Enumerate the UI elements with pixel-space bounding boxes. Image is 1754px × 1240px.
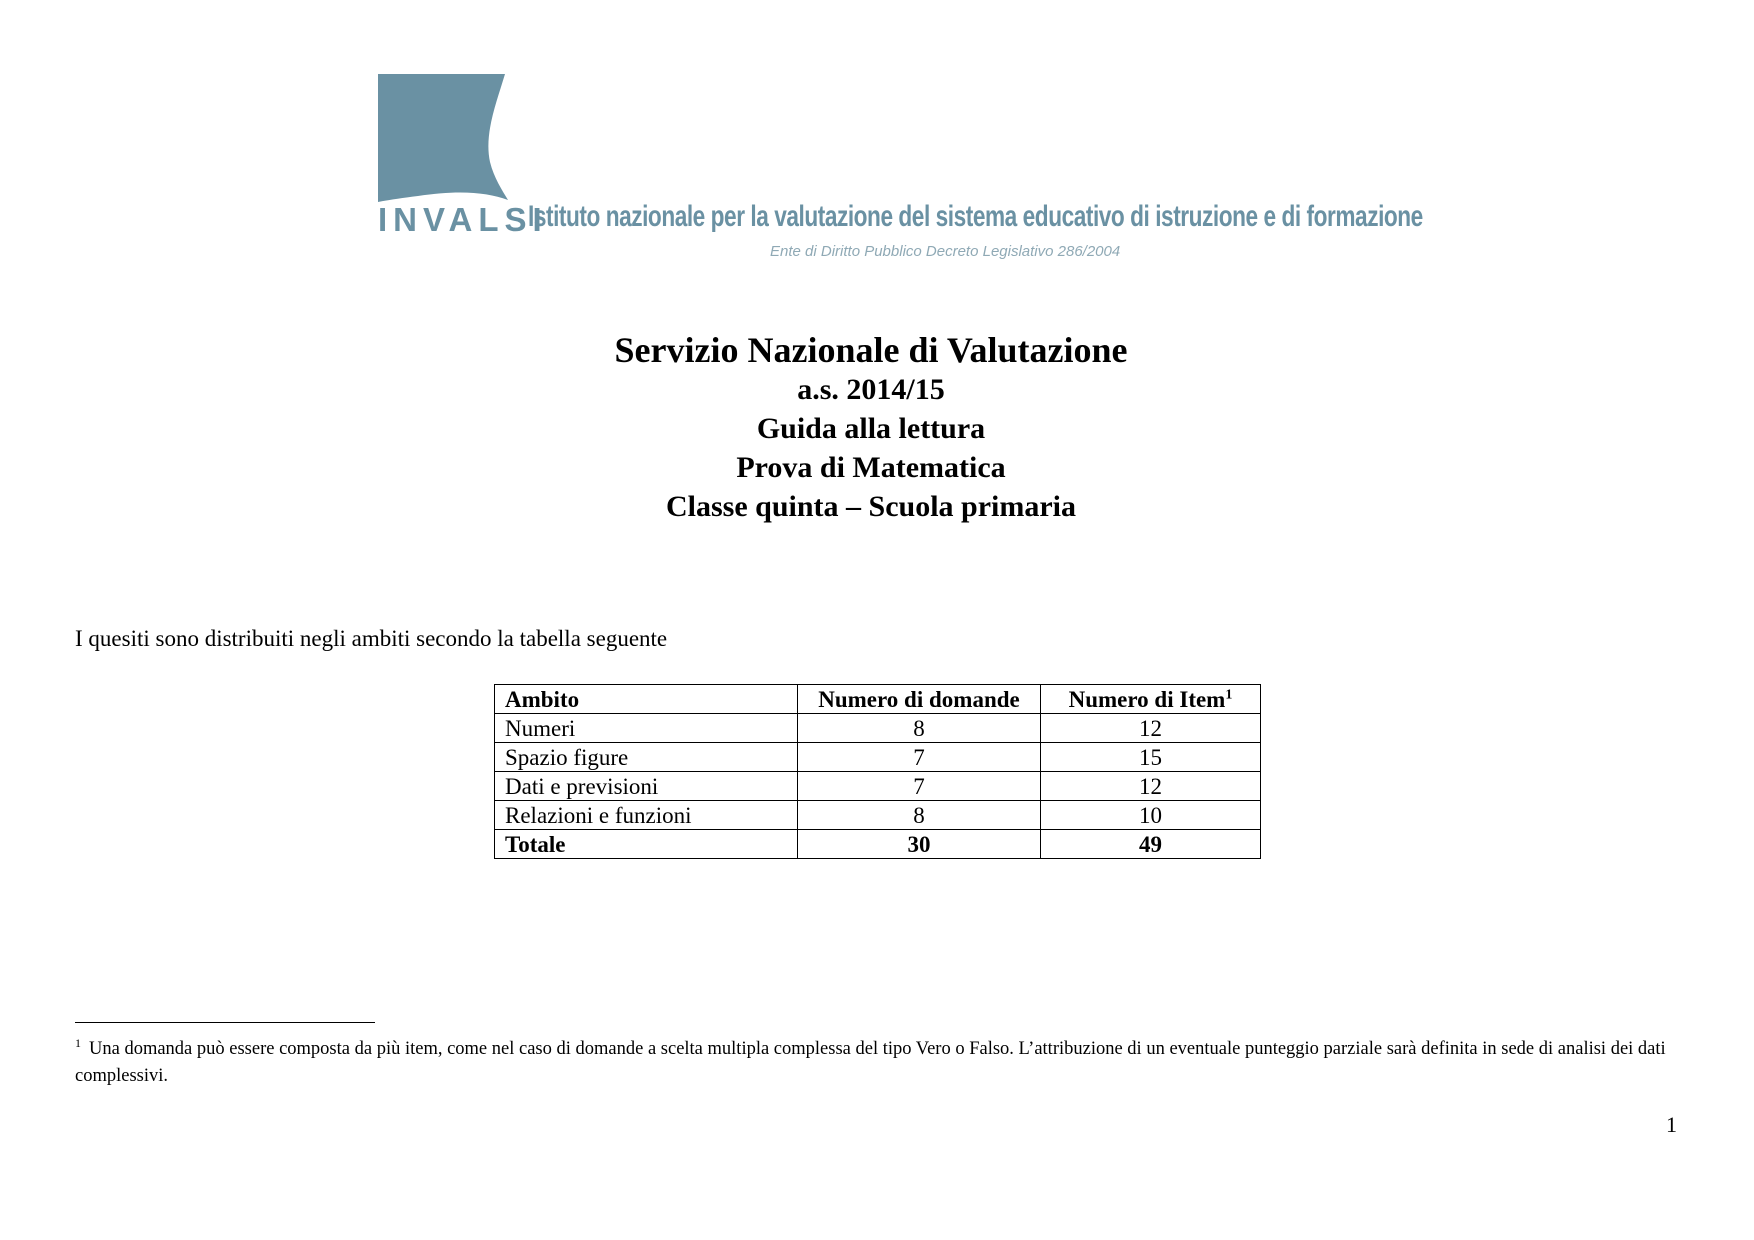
cell-item: 10 [1041, 801, 1261, 830]
document-title: Servizio Nazionale di Valutazione [614, 330, 1128, 370]
footnote-mark: 1 [75, 1035, 81, 1050]
cell-item: 12 [1041, 714, 1261, 743]
header-item [1041, 685, 1261, 714]
intro-text: I quesiti sono distribuiti negli ambiti secondo la tabella seguente [75, 626, 668, 651]
test-title: Prova di Matematica [736, 451, 1006, 484]
cell-ambito: Relazioni e funzioni [495, 801, 798, 830]
cell-domande: 8 [798, 714, 1041, 743]
cell-total-label: Totale [495, 830, 798, 859]
title-block [0, 330, 1754, 526]
cell-domande: 8 [798, 801, 1041, 830]
footnote-text: Una domanda può essere composta da più item, come nel caso di domande a scelta multipla complessa del tipo Vero o Falso. L’attribuzione di un eventuale punteggio parziale sarà definita in sede di analisi dei dati complessivi. [75, 1039, 1666, 1086]
institute-subtitle: Ente di Diritto Pubblico Decreto Legislativo 286/2004 [770, 243, 1121, 260]
ambiti-table [494, 684, 1261, 859]
invalsi-logo-mark-icon [378, 74, 508, 204]
table-row [495, 714, 1261, 743]
cell-ambito: Numeri [495, 714, 798, 743]
table-row [495, 743, 1261, 772]
guide-title: Guida alla lettura [756, 412, 986, 445]
footnote [75, 1036, 1675, 1090]
table-row [495, 772, 1261, 801]
header-domande: Numero di domande [798, 685, 1041, 714]
cell-item: 15 [1041, 743, 1261, 772]
header-ambito: Ambito [495, 685, 798, 714]
header-logo [378, 74, 1423, 264]
header-item-label: Numero di Item [1068, 686, 1226, 712]
page-number: 1 [1666, 1112, 1677, 1137]
cell-total-domande: 30 [798, 830, 1041, 859]
table-total-row [495, 830, 1261, 859]
cell-domande: 7 [798, 743, 1041, 772]
institute-name: Istituto nazionale per la valutazione del sistema educativo di istruzione e di formazione [528, 200, 1423, 233]
cell-ambito: Dati e previsioni [495, 772, 798, 801]
class-title: Classe quinta – Scuola primaria [665, 490, 1077, 523]
cell-total-item: 49 [1041, 830, 1261, 859]
cell-item: 12 [1041, 772, 1261, 801]
table-row [495, 801, 1261, 830]
table-header-row [495, 685, 1261, 714]
footnote-ref[interactable]: 1 [1225, 686, 1233, 702]
logo-wordmark: INVALSI [378, 201, 548, 238]
school-year: a.s. 2014/15 [797, 373, 945, 406]
cell-ambito: Spazio figure [495, 743, 798, 772]
cell-domande: 7 [798, 772, 1041, 801]
footnote-divider [75, 1022, 375, 1023]
